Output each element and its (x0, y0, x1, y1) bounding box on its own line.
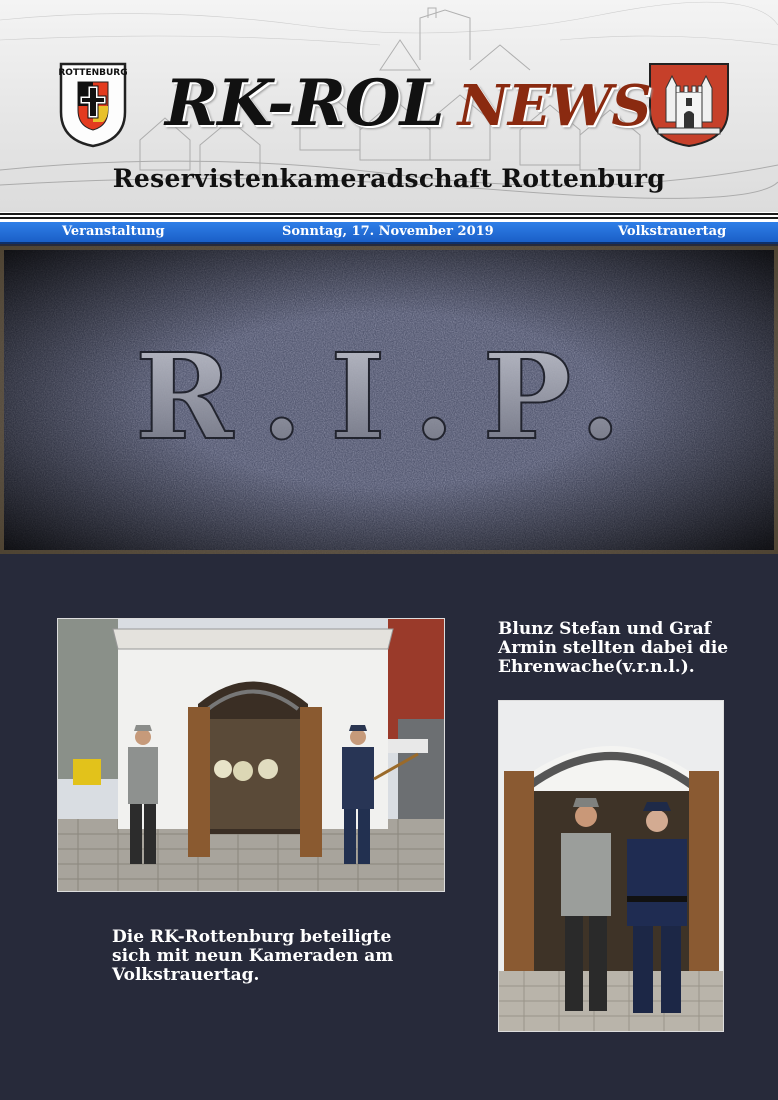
title-main: RK-ROL (165, 66, 444, 141)
caption-left-line-3: Volkstrauertag. (112, 965, 260, 985)
photo-honor-guard-portrait (498, 700, 724, 1032)
header-divider (0, 212, 778, 222)
rottenburg-coat-of-arms-icon (648, 62, 730, 148)
caption-right-line-3: Ehrenwache(v.r.n.l.). (498, 657, 695, 677)
reservist-crest-icon (58, 62, 128, 148)
photo-chapel-honor-guard (57, 618, 445, 892)
crest-text: ROTTENBURG (58, 68, 128, 78)
masthead-title (165, 66, 651, 141)
caption-left (112, 928, 393, 985)
caption-left-line-1: Die RK-Rottenburg beteiligte (112, 927, 392, 947)
masthead (0, 0, 778, 214)
info-bar (0, 222, 778, 244)
caption-right-line-1: Blunz Stefan und Graf (498, 619, 711, 639)
rip-banner (0, 246, 778, 554)
title-accent: NEWS (457, 73, 651, 139)
info-topic: Volkstrauertag (618, 224, 727, 239)
caption-right-line-2: Armin stellten dabei die (498, 638, 729, 658)
masthead-subtitle: Reservistenkameradschaft Rottenburg (112, 164, 666, 193)
caption-right (498, 620, 728, 677)
caption-left-line-2: sich mit neun Kameraden am (112, 946, 394, 966)
info-category: Veranstaltung (62, 224, 165, 239)
rip-engraving: R.I.P. (135, 327, 649, 466)
info-date: Sonntag, 17. November 2019 (282, 224, 494, 239)
stone-texture (0, 246, 778, 554)
